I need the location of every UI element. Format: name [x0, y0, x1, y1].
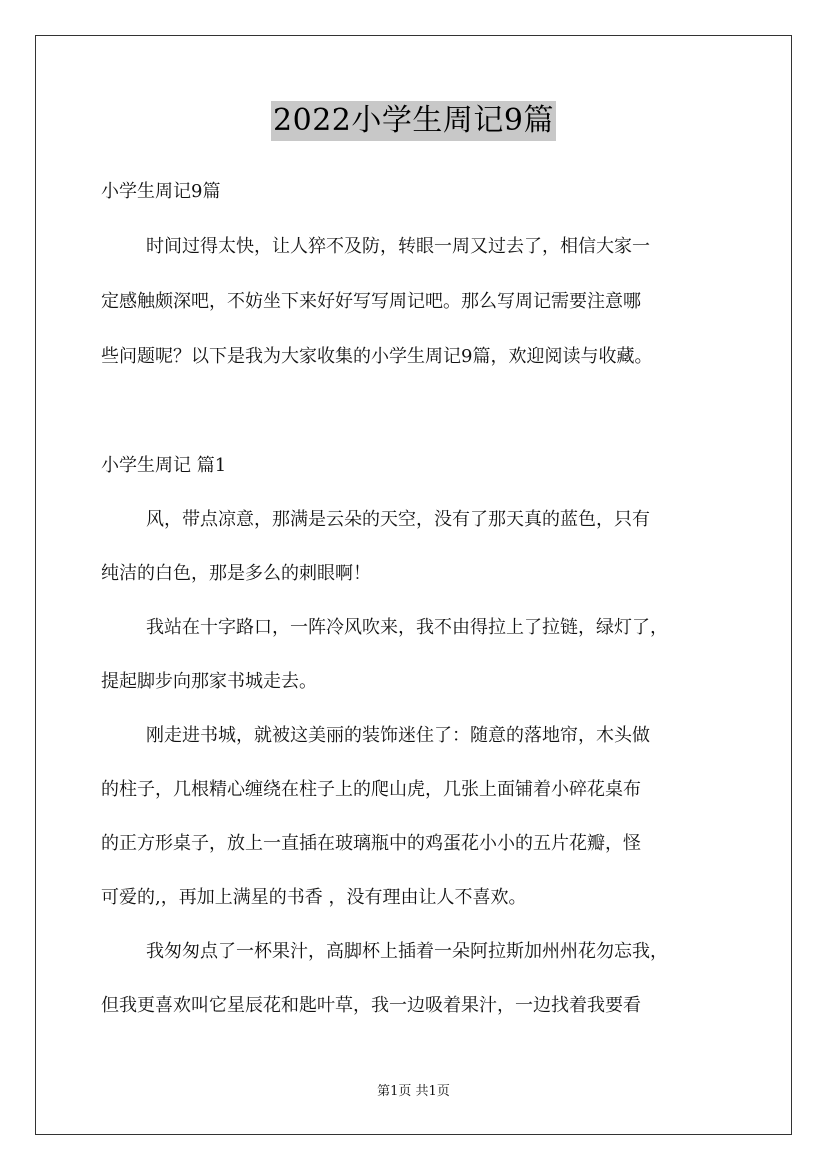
intro-line: 些问题呢？以下是我为大家收集的小学生周记9篇，欢迎阅读与收藏。 — [101, 346, 653, 367]
body-line: 风，带点凉意，那满是云朵的天空，没有了那天真的蓝色，只有 — [146, 509, 650, 530]
page-title: 2022小学生周记9篇 — [271, 101, 556, 141]
page-footer: 第1页 共1页 — [377, 1084, 450, 1099]
intro-line: 定感触颇深吧，不妨坐下来好好写写周记吧。那么写周记需要注意哪 — [101, 291, 641, 312]
section-heading: 小学生周记 篇1 — [101, 455, 227, 476]
body-line: 提起脚步向那家书城走去。 — [101, 671, 317, 692]
intro-line: 时间过得太快，让人猝不及防，转眼一周又过去了，相信大家一 — [146, 236, 650, 257]
subtitle: 小学生周记9篇 — [101, 181, 221, 202]
body-line: 但我更喜欢叫它星辰花和匙叶草，我一边吸着果汁，一边找着我要看 — [101, 995, 641, 1016]
body-line: 我匆匆点了一杯果汁，高脚杯上插着一朵阿拉斯加州州花勿忘我， — [146, 941, 668, 962]
title-wrap — [0, 101, 827, 141]
body-line: 可爱的,，再加上满星的书香 ，没有理由让人不喜欢。 — [101, 887, 527, 908]
body-line: 纯洁的白色，那是多么的刺眼啊！ — [101, 563, 371, 584]
body-line: 我站在十字路口，一阵冷风吹来，我不由得拉上了拉链，绿灯了， — [146, 617, 668, 638]
body-line: 刚走进书城，就被这美丽的装饰迷住了：随意的落地帘，木头做 — [146, 725, 650, 746]
body-line: 的正方形桌子，放上一直插在玻璃瓶中的鸡蛋花小小的五片花瓣，怪 — [101, 833, 641, 854]
body-line: 的柱子，几根精心缠绕在柱子上的爬山虎，几张上面铺着小碎花桌布 — [101, 779, 641, 800]
